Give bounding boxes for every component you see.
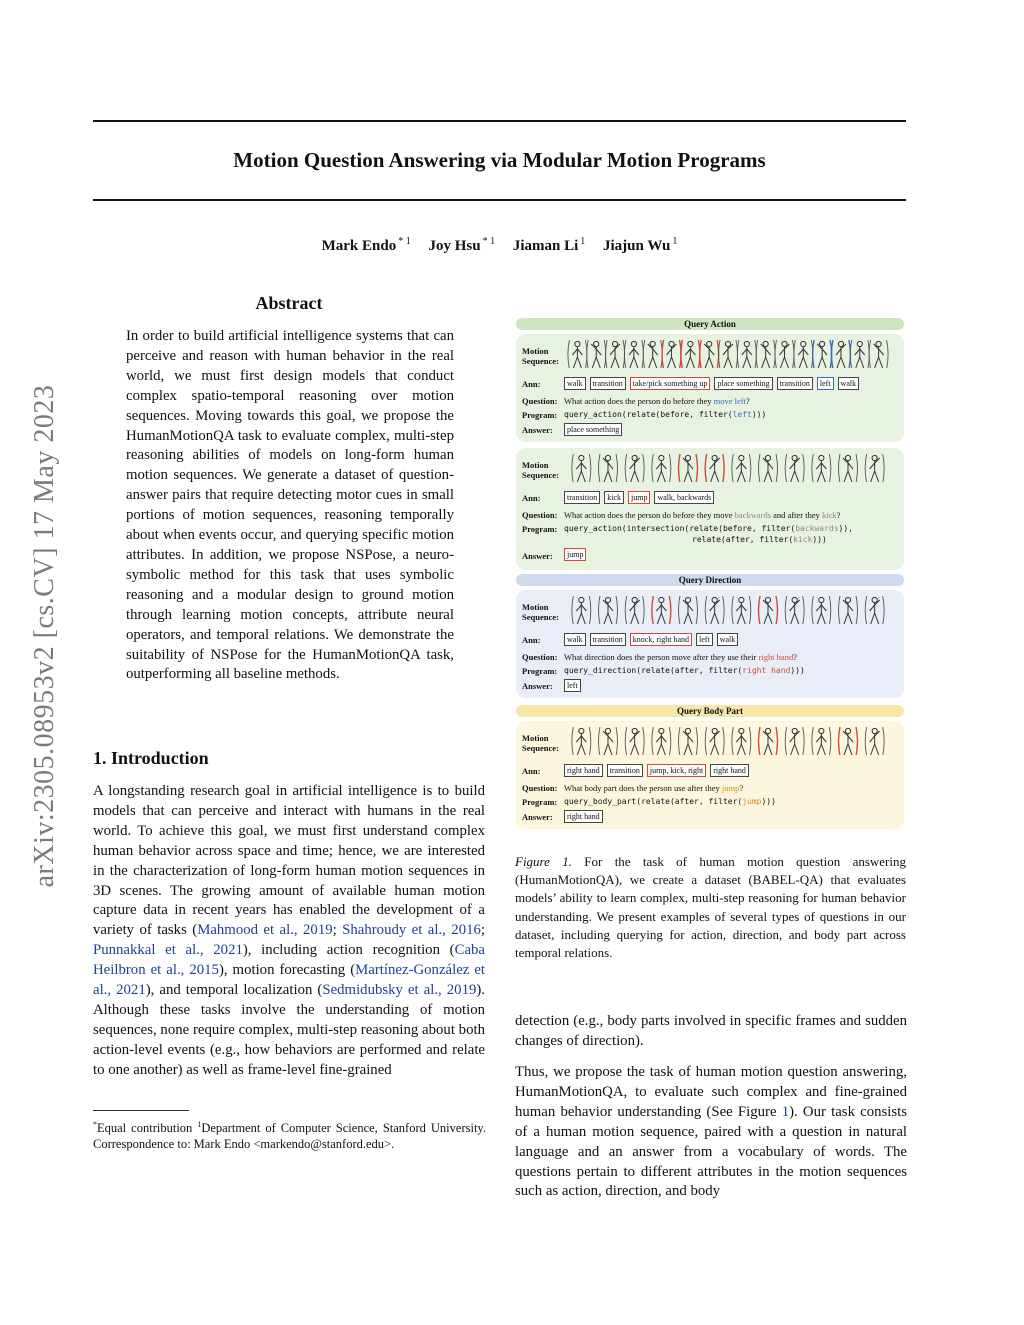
- stick-figure: [652, 454, 671, 482]
- stick-figure: [865, 727, 884, 755]
- stick-figure: [599, 596, 618, 624]
- answer-tag: place something: [564, 423, 622, 436]
- ann-tag: walk: [838, 377, 860, 390]
- annotation-row: [564, 377, 863, 390]
- stick-figure: [839, 727, 858, 755]
- motion-sequence-label: Motion Sequence:: [522, 733, 559, 753]
- program-code: query_action(intersection(relate(before, filter(backwards)),: [564, 524, 853, 533]
- stick-figure: [732, 596, 751, 624]
- question-label: Question:: [522, 783, 558, 793]
- motion-sequence-label: Motion Sequence:: [522, 346, 559, 366]
- annotation-row: [564, 491, 718, 504]
- example-panel-3: [516, 590, 904, 698]
- answer-label: Answer:: [522, 812, 553, 822]
- answer-row: [564, 810, 607, 823]
- stick-figure: [756, 340, 775, 368]
- stick-figure: [568, 340, 587, 368]
- stick-figure: [812, 727, 831, 755]
- stick-figure: [625, 596, 644, 624]
- annotation-row: [564, 764, 753, 777]
- author-list: [93, 236, 906, 255]
- stick-figure: [599, 727, 618, 755]
- section-heading-introduction: 1. Introduction: [93, 748, 209, 768]
- footnote: *Equal contribution $^1$Department of Computer Science, Stanford University. Correspondence to: Mark Endo <markendo@stanford.edu>.: [93, 1120, 486, 1152]
- figure-caption: Figure 1. For the task of human motion question answering (HumanMotionQA), we create a dataset (BABEL-QA) that evaluates models’ ability to learn complex, multi-step reasoning for human behavior understanding. We present examples of several types of questions in our dataset, including querying for action, direction, and body part across temporal relations.: [515, 854, 906, 961]
- stick-figure: [572, 454, 591, 482]
- stick-figure: [850, 340, 869, 368]
- stick-figure: [572, 596, 591, 624]
- stick-figure: [865, 596, 884, 624]
- citation-link[interactable]: Mahmood et al., 2019: [197, 922, 333, 939]
- ann-label: Ann:: [522, 379, 541, 389]
- ann-tag: transition: [607, 764, 643, 777]
- abstract-heading: Abstract: [255, 293, 323, 313]
- stick-figure: [681, 340, 700, 368]
- stick-figure: [759, 596, 778, 624]
- top-rule: [93, 120, 906, 122]
- stick-figure: [643, 340, 662, 368]
- figure-reference-link[interactable]: 1: [781, 1103, 790, 1120]
- program-label: Program:: [522, 666, 558, 676]
- motion-sequence-label: Motion Sequence:: [522, 602, 559, 622]
- stick-figure: [813, 340, 832, 368]
- stick-figure: [785, 454, 804, 482]
- stick-figure: [812, 596, 831, 624]
- answer-tag: jump: [564, 548, 586, 561]
- ann-tag: transition: [564, 491, 600, 504]
- answer-row: [564, 423, 626, 436]
- stick-figure: [679, 596, 698, 624]
- program-label: Program:: [522, 797, 558, 807]
- question-label: Question:: [522, 652, 558, 662]
- section-header-query-body-part: Query Body Part: [516, 705, 904, 717]
- ann-label: Ann:: [522, 635, 541, 645]
- stick-figure: [705, 727, 724, 755]
- ann-tag: transition: [590, 377, 626, 390]
- stick-figure: [679, 454, 698, 482]
- question-text: What direction does the person move after they use their right hand?: [564, 652, 797, 662]
- citation-link[interactable]: Punnakkal et al., 2021: [93, 942, 243, 959]
- stick-figure: [839, 596, 858, 624]
- program-code-line-2: relate(after, filter(kick))): [692, 535, 827, 544]
- citation-link[interactable]: Shahroudy et al., 2016: [342, 922, 481, 939]
- citation-link[interactable]: Caba Heilbron et al., 2015: [93, 942, 485, 979]
- author-4: Jiajun Wu $^1$: [603, 236, 678, 254]
- introduction-paragraph: A longstanding research goal in artificial intelligence is to build models that can perceive and interact with humans in the real world. To achieve this goal, we must first understand complex human behavior across space and time; hence, we are interested in the characterization of long-form human motion sequences in 3D scenes. The growing amount of available human motion capture data in recent years has enabled the development of a variety of tasks (Mahmood et al., 2019; Shahroudy et al., 2016; Punnakkal et al., 2021), including action recognition (Caba Heilbron et al., 2015), motion forecasting (Martínez-González et al., 2021), and temporal localization (Sedmidubsky et al., 2019). Although these tasks involve the understanding of motion sequences, none require complex, multi-step reasoning about both action-level events (e.g., how behaviors are performed and relate to one another) as well as frame-level fine-grained: [93, 783, 486, 1078]
- citation-link[interactable]: Martínez-González et al., 2021: [93, 962, 486, 999]
- example-panel-1: [516, 334, 904, 442]
- stick-figure: [759, 454, 778, 482]
- answer-row: [564, 548, 590, 561]
- stick-figure: [737, 340, 756, 368]
- ann-tag: knock, right hand: [630, 633, 692, 646]
- motion-sequence-figures: [564, 452, 894, 482]
- stick-figure: [839, 454, 858, 482]
- stick-figure: [599, 454, 618, 482]
- question-label: Question:: [522, 396, 558, 406]
- answer-label: Answer:: [522, 425, 553, 435]
- abstract-text: In order to build artificial intelligence systems that can perceive and reason with human behavior in the real world, we must first design models that conduct complex spatio-temporal reasoning over motion sequences. Moving towards this goal, we propose the HumanMotionQA task to evaluate complex, multi-step reasoning abilities of models on long-form human motion sequences. We generate a dataset of question-answer pairs that require detecting motor cues in small portions of motion sequences, reasoning temporally about when events occur, and querying specific motion attributes. In addition, we propose NSPose, a neuro-symbolic method for this task that uses symbolic reasoning and a modular design to ground motion through learning motion concepts, attribute neural operators, and temporal relations. We demonstrate the suitability of NSPose for the HumanMotionQA task, outperforming all baseline methods.: [126, 328, 454, 683]
- program-code: query_action(relate(before, filter(left))): [564, 410, 767, 419]
- question-text: What action does the person do before they move left?: [564, 396, 750, 406]
- stick-figure: [812, 454, 831, 482]
- stick-figure: [625, 727, 644, 755]
- right-column-paragraph-2: Thus, we propose the task of human motion question answering, HumanMotionQA, to evaluate such complex and fine-grained human behavior understanding (See Figure 1). Our task consists of a human motion sequence, paired with a question in natural language and an answer from a vocabulary of words. The questions pertain to different attributes in the motion sequences such as action, direction, and body: [515, 1064, 908, 1200]
- ann-tag: right hand: [710, 764, 749, 777]
- stick-figure: [652, 727, 671, 755]
- program-code: query_direction(relate(after, filter(right hand))): [564, 666, 805, 675]
- ann-tag: transition: [590, 633, 626, 646]
- question-label: Question:: [522, 510, 558, 520]
- stick-figure: [705, 454, 724, 482]
- stick-figure: [572, 727, 591, 755]
- ann-label: Ann:: [522, 493, 541, 503]
- program-code: query_body_part(relate(after, filter(jump))): [564, 797, 776, 806]
- section-header-query-action: Query Action: [516, 318, 904, 330]
- stick-figure: [606, 340, 625, 368]
- ann-tag: walk: [564, 633, 586, 646]
- ann-tag: transition: [777, 377, 813, 390]
- ann-tag: left: [817, 377, 834, 390]
- author-2: Joy Hsu $^{* 1}$: [428, 236, 496, 254]
- section-header-query-direction: Query Direction: [516, 574, 904, 586]
- motion-sequence-label: Motion Sequence:: [522, 460, 559, 480]
- answer-label: Answer:: [522, 551, 553, 561]
- example-panel-2: [516, 448, 904, 570]
- motion-sequence-figures: [564, 725, 894, 755]
- ann-tag: walk: [564, 377, 586, 390]
- stick-figure: [662, 340, 681, 368]
- author-3: Jiaman Li $^1$: [512, 236, 586, 254]
- ann-tag: jump, kick, right: [647, 764, 706, 777]
- title-bottom-rule: [93, 199, 906, 201]
- annotation-row: [564, 633, 742, 646]
- stick-figure: [719, 340, 738, 368]
- stick-figure: [759, 727, 778, 755]
- citation-link[interactable]: Sedmidubsky et al., 2019: [322, 982, 477, 999]
- stick-figure: [700, 340, 719, 368]
- ann-tag: left: [696, 633, 713, 646]
- footnote-rule: [93, 1110, 189, 1111]
- right-column-paragraph-1: detection (e.g., body parts involved in specific frames and sudden changes of direction).: [515, 1013, 907, 1049]
- motion-sequence-figures: [564, 338, 894, 368]
- answer-tag: right hand: [564, 810, 603, 823]
- stick-figure: [624, 340, 643, 368]
- stick-figure: [652, 596, 671, 624]
- ann-tag: right hand: [564, 764, 603, 777]
- answer-row: [564, 679, 585, 692]
- ann-label: Ann:: [522, 766, 541, 776]
- example-panel-4: [516, 721, 904, 829]
- stick-figure: [865, 454, 884, 482]
- ann-tag: place something: [714, 377, 772, 390]
- stick-figure: [732, 727, 751, 755]
- ann-tag: kick: [604, 491, 624, 504]
- stick-figure: [679, 727, 698, 755]
- stick-figure: [831, 340, 850, 368]
- program-label: Program:: [522, 410, 558, 420]
- question-text: What action does the person do before they move backwards and after they kick?: [564, 510, 841, 520]
- stick-figure: [732, 454, 751, 482]
- stick-figure: [794, 340, 813, 368]
- question-text: What body part does the person use after they jump?: [564, 783, 744, 793]
- ann-tag: walk, backwards: [654, 491, 714, 504]
- stick-figure: [625, 454, 644, 482]
- author-1: Mark Endo $^{* 1}$: [321, 236, 411, 254]
- stick-figure: [775, 340, 794, 368]
- stick-figure: [869, 340, 888, 368]
- stick-figure: [705, 596, 724, 624]
- answer-label: Answer:: [522, 681, 553, 691]
- ann-tag: take/pick something up: [630, 377, 711, 390]
- motion-sequence-figures: [564, 594, 894, 624]
- ann-tag: jump: [628, 491, 650, 504]
- program-label: Program:: [522, 524, 558, 534]
- paper-title: Motion Question Answering via Modular Motion Programs: [233, 148, 766, 172]
- stick-figure: [785, 596, 804, 624]
- stick-figure: [587, 340, 606, 368]
- answer-tag: left: [564, 679, 581, 692]
- ann-tag: walk: [717, 633, 739, 646]
- stick-figure: [785, 727, 804, 755]
- arxiv-stamp: arXiv:2305.08953v2 [cs.CV] 17 May 2023: [29, 384, 60, 888]
